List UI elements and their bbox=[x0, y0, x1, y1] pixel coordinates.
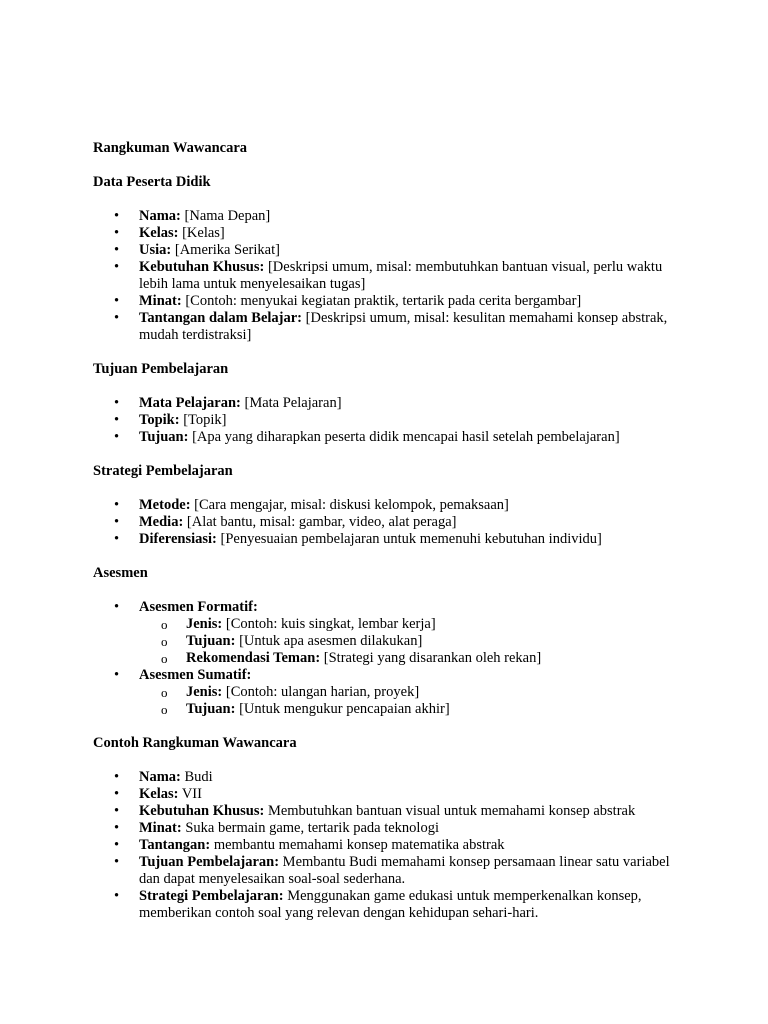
item-label: Metode: bbox=[139, 497, 191, 513]
sub-list-item bbox=[93, 701, 673, 718]
item-text: [Deskripsi umum, misal: membutuhkan bantuan visual, perlu waktu lebih lama untuk menyelesaikan tugas] bbox=[139, 259, 663, 292]
item-label: Kelas: bbox=[139, 786, 179, 802]
section-heading-strategi: Strategi Pembelajaran bbox=[93, 463, 233, 479]
item-text: [Contoh: kuis singkat, lembar kerja] bbox=[222, 616, 436, 632]
list-item bbox=[93, 259, 673, 293]
item-text: [Contoh: menyukai kegiatan praktik, tertarik pada cerita bergambar] bbox=[181, 293, 582, 309]
item-label: Nama: bbox=[139, 208, 181, 224]
item-label: Asesmen Sumatif: bbox=[139, 667, 252, 683]
spacer bbox=[93, 718, 673, 735]
item-text: [Alat bantu, misal: gambar, video, alat peraga] bbox=[183, 514, 457, 530]
list-item bbox=[93, 786, 673, 803]
strategi-list bbox=[93, 497, 673, 548]
list-item bbox=[93, 531, 673, 548]
item-text: membantu memahami konsep matematika abstrak bbox=[210, 837, 505, 853]
item-label: Strategi Pembelajaran: bbox=[139, 888, 284, 904]
item-text: [Untuk mengukur pencapaian akhir] bbox=[235, 701, 450, 717]
section-heading-data-peserta: Data Peserta Didik bbox=[93, 174, 211, 190]
item-text: [Topik] bbox=[179, 412, 227, 428]
sub-list-item bbox=[93, 616, 673, 633]
list-item bbox=[93, 310, 673, 344]
section-heading-tujuan: Tujuan Pembelajaran bbox=[93, 361, 229, 377]
item-label: Jenis: bbox=[186, 616, 223, 632]
item-text: [Contoh: ulangan harian, proyek] bbox=[222, 684, 420, 700]
spacer bbox=[93, 191, 673, 208]
spacer bbox=[93, 378, 673, 395]
item-label: Tantangan dalam Belajar: bbox=[139, 310, 303, 326]
document-page bbox=[93, 140, 673, 922]
list-item bbox=[93, 820, 673, 837]
list-item bbox=[93, 208, 673, 225]
item-label: Kelas: bbox=[139, 225, 179, 241]
item-text: [Kelas] bbox=[178, 225, 225, 241]
spacer bbox=[93, 548, 673, 565]
item-label: Asesmen Formatif: bbox=[139, 599, 258, 615]
item-text: Membutuhkan bantuan visual untuk memahami konsep abstrak bbox=[264, 803, 636, 819]
asesmen-sumatif-sublist bbox=[139, 684, 673, 718]
item-label: Tujuan: bbox=[186, 633, 236, 649]
list-item bbox=[93, 242, 673, 259]
list-item bbox=[93, 429, 673, 446]
sub-list-item bbox=[93, 633, 673, 650]
item-text: [Penyesuaian pembelajaran untuk memenuhi kebutuhan individu] bbox=[216, 531, 602, 547]
spacer bbox=[93, 446, 673, 463]
item-label: Tujuan: bbox=[139, 429, 189, 445]
item-text: [Apa yang diharapkan peserta didik mencapai hasil setelah pembelajaran] bbox=[188, 429, 620, 445]
item-text: VII bbox=[178, 786, 202, 802]
list-item bbox=[93, 497, 673, 514]
asesmen-list bbox=[93, 599, 673, 718]
tujuan-list bbox=[93, 395, 673, 446]
sub-list-item bbox=[93, 650, 673, 667]
item-text: [Mata Pelajaran] bbox=[240, 395, 342, 411]
item-label: Media: bbox=[139, 514, 184, 530]
item-label: Kebutuhan Khusus: bbox=[139, 803, 265, 819]
sub-list-item bbox=[93, 684, 673, 701]
item-text: [Untuk apa asesmen dilakukan] bbox=[235, 633, 423, 649]
item-label: Rekomendasi Teman: bbox=[186, 650, 321, 666]
list-item bbox=[93, 888, 673, 922]
list-item bbox=[93, 412, 673, 429]
spacer bbox=[93, 582, 673, 599]
item-label: Kebutuhan Khusus: bbox=[139, 259, 265, 275]
list-item bbox=[93, 293, 673, 310]
item-label: Mata Pelajaran: bbox=[139, 395, 241, 411]
item-text: [Amerika Serikat] bbox=[171, 242, 280, 258]
item-text: [Deskripsi umum, misal: kesulitan memahami konsep abstrak, mudah terdistraksi] bbox=[139, 310, 668, 343]
item-label: Diferensiasi: bbox=[139, 531, 217, 547]
item-text: Suka bermain game, tertarik pada teknologi bbox=[181, 820, 439, 836]
list-item bbox=[93, 854, 673, 888]
item-label: Jenis: bbox=[186, 684, 223, 700]
item-text: [Strategi yang disarankan oleh rekan] bbox=[320, 650, 542, 666]
list-item bbox=[93, 514, 673, 531]
item-label: Tantangan: bbox=[139, 837, 211, 853]
spacer bbox=[93, 157, 673, 174]
item-label: Tujuan Pembelajaran: bbox=[139, 854, 280, 870]
item-label: Minat: bbox=[139, 820, 182, 836]
item-text: [Nama Depan] bbox=[180, 208, 271, 224]
item-text: Menggunakan game edukasi untuk memperkenalkan konsep, memberikan contoh soal yang relevan dengan kehidupan sehari-hari. bbox=[139, 888, 642, 921]
spacer bbox=[93, 480, 673, 497]
item-label: Tujuan: bbox=[186, 701, 236, 717]
data-peserta-list bbox=[93, 208, 673, 344]
item-text: [Cara mengajar, misal: diskusi kelompok, pemaksaan] bbox=[190, 497, 509, 513]
item-label: Usia: bbox=[139, 242, 172, 258]
list-item-asesmen-formatif bbox=[93, 599, 673, 667]
spacer bbox=[93, 344, 673, 361]
asesmen-formatif-sublist bbox=[139, 616, 673, 667]
list-item bbox=[93, 225, 673, 242]
section-heading-asesmen: Asesmen bbox=[93, 565, 148, 581]
contoh-list bbox=[93, 769, 673, 922]
item-label: Topik: bbox=[139, 412, 180, 428]
document-title: Rangkuman Wawancara bbox=[93, 140, 248, 156]
list-item bbox=[93, 395, 673, 412]
list-item bbox=[93, 837, 673, 854]
item-text: Budi bbox=[180, 769, 213, 785]
item-text: Membantu Budi memahami konsep persamaan linear satu variabel dan dapat menyelesaikan soal-soal sederhana. bbox=[139, 854, 670, 887]
list-item-asesmen-sumatif bbox=[93, 667, 673, 718]
spacer bbox=[93, 752, 673, 769]
item-label: Nama: bbox=[139, 769, 181, 785]
section-heading-contoh: Contoh Rangkuman Wawancara bbox=[93, 735, 297, 751]
list-item bbox=[93, 803, 673, 820]
list-item bbox=[93, 769, 673, 786]
item-label: Minat: bbox=[139, 293, 182, 309]
